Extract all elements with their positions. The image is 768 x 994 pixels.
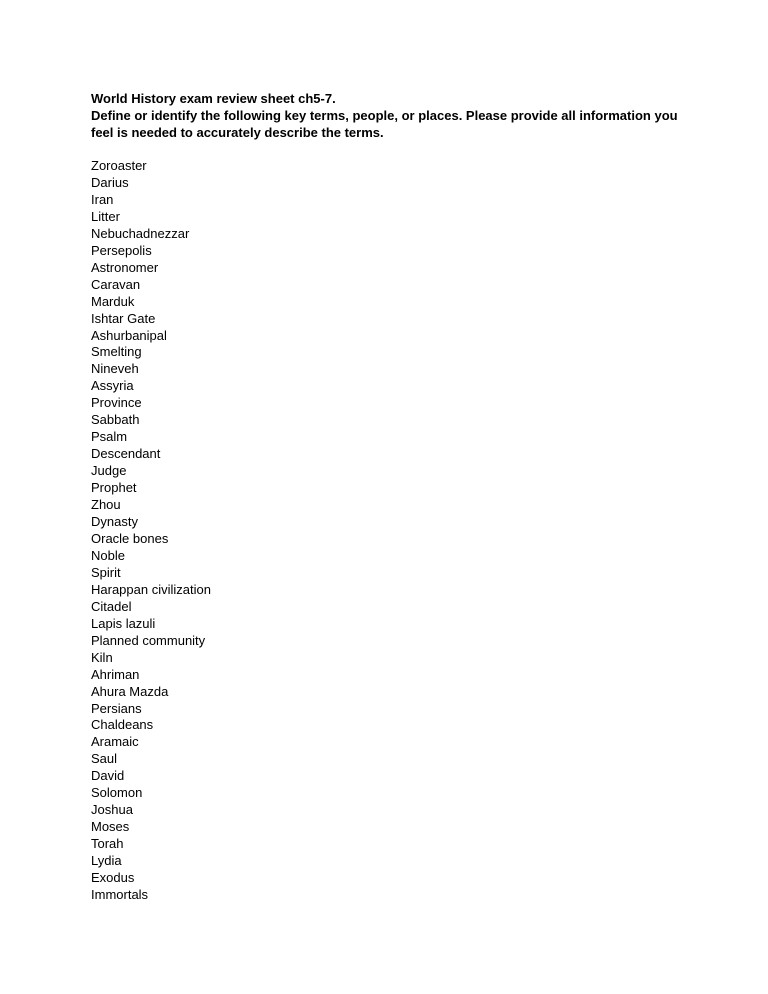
term-item: Noble	[91, 547, 125, 563]
term-item: Darius	[91, 174, 129, 190]
term-item: Judge	[91, 463, 127, 479]
term-item: Planned community	[91, 632, 206, 648]
term-item: Moses	[91, 819, 130, 835]
term-item: Prophet	[91, 480, 137, 496]
term-item: Ashurbanipal	[91, 327, 167, 343]
term-item: Nineveh	[91, 361, 139, 377]
term-item: Smelting	[91, 344, 142, 360]
term-item: Zhou	[91, 497, 121, 513]
term-item: Spirit	[91, 564, 121, 580]
term-item: Descendant	[91, 446, 161, 462]
term-item: Psalm	[91, 429, 128, 445]
term-item: Immortals	[91, 886, 149, 902]
term-item: Citadel	[91, 598, 132, 614]
term-item: Saul	[91, 751, 118, 767]
term-item: Marduk	[91, 293, 135, 309]
term-item: Persians	[91, 700, 142, 716]
term-item: Zoroaster	[91, 158, 147, 173]
document-title: World History exam review sheet ch5-7.	[91, 91, 336, 106]
document-instructions: Define or identify the following key terms, people, or places. Please provide all information you feel is needed to accurately describe the terms.	[91, 108, 678, 140]
term-item: Harappan civilization	[91, 581, 211, 597]
term-item: David	[91, 768, 125, 784]
term-item: Ahura Mazda	[91, 683, 169, 699]
term-item: Astronomer	[91, 259, 159, 275]
term-item: Dynasty	[91, 514, 138, 530]
term-item: Torah	[91, 836, 124, 852]
term-item: Iran	[91, 191, 114, 207]
term-item: Caravan	[91, 276, 141, 292]
term-item: Aramaic	[91, 734, 139, 750]
term-item: Nebuchadnezzar	[91, 225, 190, 241]
term-item: Solomon	[91, 785, 143, 801]
term-item: Kiln	[91, 649, 113, 665]
term-list	[91, 158, 691, 904]
term-item: Exodus	[91, 870, 135, 886]
term-item: Assyria	[91, 378, 134, 394]
term-item: Chaldeans	[91, 717, 154, 733]
term-item: Ahriman	[91, 666, 140, 682]
term-item: Province	[91, 395, 142, 411]
document-content	[91, 90, 691, 904]
term-item: Ishtar Gate	[91, 310, 156, 326]
term-item: Lapis lazuli	[91, 615, 156, 631]
term-item: Litter	[91, 208, 120, 224]
term-item: Joshua	[91, 802, 133, 818]
term-item: Persepolis	[91, 242, 152, 258]
term-item: Sabbath	[91, 412, 140, 428]
term-item: Lydia	[91, 853, 122, 869]
term-item: Oracle bones	[91, 530, 169, 546]
